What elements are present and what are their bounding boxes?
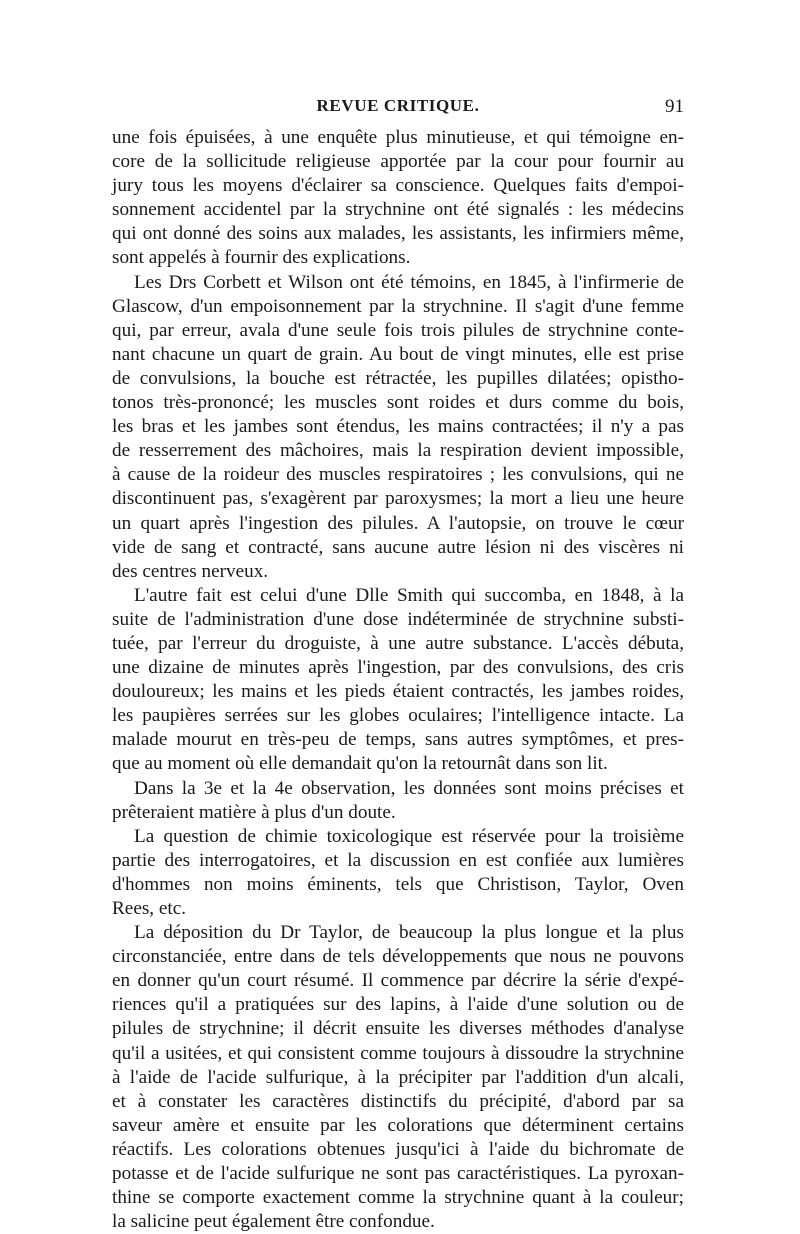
text-line: des centres nerveux. bbox=[112, 560, 269, 582]
text-line: L'autre fait est celui d'une Dlle Smith qui succomba, en 1848, à la bbox=[134, 584, 684, 606]
text-line: douloureux; les mains et les pieds étaient contractés, les jambes roides, bbox=[112, 681, 684, 703]
text-line: et à constater les caractères distinctifs du précipité, d'abord par sa bbox=[112, 1090, 684, 1112]
text-line: Dans la 3e et la 4e observation, les données sont moins précises et bbox=[134, 777, 684, 799]
text-line: à l'aide de l'acide sulfurique, à la précipiter par l'addition d'un alcali, bbox=[112, 1066, 684, 1088]
text-line: sonnement accidentel par la strychnine ont été signalés : les médecins bbox=[112, 199, 684, 221]
text-line: tonos très-prononcé; les muscles sont roides et durs comme du bois, bbox=[112, 392, 684, 414]
text-line: à cause de la roideur des muscles respiratoires ; les convulsions, qui ne bbox=[112, 464, 684, 486]
paragraph bbox=[112, 126, 684, 271]
text-line: la salicine peut également être confondue. bbox=[112, 1211, 435, 1233]
text-line: les bras et les jambes sont étendus, les mains contractées; il n'y a pas bbox=[112, 416, 684, 438]
text-line: core de la sollicitude religieuse apportée par la cour pour fournir au bbox=[112, 151, 684, 173]
text-line: La question de chimie toxicologique est réservée pour la troisième bbox=[134, 825, 684, 847]
text-line: prêteraient matière à plus d'un doute. bbox=[112, 801, 396, 823]
text-line: thine se comporte exactement comme la strychnine quant à la couleur; bbox=[112, 1187, 684, 1209]
text-line: Rees, etc. bbox=[112, 898, 187, 919]
text-line: une dizaine de minutes après l'ingestion, par des convulsions, des cris bbox=[112, 657, 684, 679]
text-line: qui, par erreur, avala d'une seule fois trois pilules de strychnine conte- bbox=[112, 319, 684, 341]
text-line: en donner qu'un court résumé. Il commence par décrire la série d'expé- bbox=[112, 970, 684, 992]
text-line: qu'il a usitées, et qui consistent comme toujours à dissoudre la strychnine bbox=[112, 1042, 684, 1064]
text-line: une fois épuisées, à une enquête plus minutieuse, et qui témoigne en- bbox=[112, 127, 684, 148]
text-line: jury tous les moyens d'éclairer sa conscience. Quelques faits d'empoi- bbox=[112, 175, 684, 197]
text-line: suite de l'administration d'une dose indéterminée de strychnine substi- bbox=[112, 608, 684, 630]
text-line: discontinuent pas, s'exagèrent par paroxysmes; la mort a lieu une heure bbox=[112, 488, 684, 510]
text-line: vide de sang et contracté, sans aucune autre lésion ni des viscères ni bbox=[112, 536, 684, 558]
running-head bbox=[112, 96, 684, 120]
text-line: saveur amère et ensuite par les colorations que déterminent certains bbox=[112, 1114, 684, 1136]
text-line: riences qu'il a pratiquées sur des lapins, à l'aide d'une solution ou de bbox=[112, 994, 684, 1016]
text-line: de resserrement des mâchoires, mais la respiration devient impossible, bbox=[112, 440, 684, 462]
text-line: d'hommes non moins éminents, tels que Christison, Taylor, Oven bbox=[112, 873, 684, 895]
text-line: circonstanciée, entre dans de tels développements que nous ne pouvons bbox=[112, 946, 684, 968]
paragraph bbox=[112, 777, 684, 825]
text-line: les paupières serrées sur les globes oculaires; l'intelligence intacte. La bbox=[112, 705, 684, 727]
text-line: Les Drs Corbett et Wilson ont été témoins, en 1845, à l'infirmerie de bbox=[134, 271, 684, 293]
running-title: REVUE CRITIQUE. bbox=[316, 96, 480, 115]
text-line: tuée, par l'erreur du droguiste, à une autre substance. L'accès débuta, bbox=[112, 632, 684, 654]
text-line: partie des interrogatoires, et la discussion en est confiée aux lumières bbox=[112, 849, 684, 871]
text-line: nant chacune un quart de grain. Au bout de vingt minutes, elle est prise bbox=[112, 343, 684, 365]
text-line: La déposition du Dr Taylor, de beaucoup la plus longue et la plus bbox=[134, 922, 684, 944]
text-line: potasse et de l'acide sulfurique ne sont pas caractéristiques. La pyroxan- bbox=[112, 1163, 684, 1185]
paragraph bbox=[112, 825, 684, 921]
paragraph bbox=[112, 584, 684, 777]
paragraph bbox=[112, 271, 684, 584]
page-number: 91 bbox=[665, 96, 684, 117]
text-line: Glascow, d'un empoisonnement par la strychnine. Il s'agit d'une femme bbox=[112, 295, 684, 317]
text-line: de convulsions, la bouche est rétractée, les pupilles dilatées; opistho- bbox=[112, 367, 684, 389]
paragraph bbox=[112, 921, 684, 1234]
text-line: sont appelés à fournir des explications. bbox=[112, 247, 411, 269]
body-text bbox=[112, 126, 684, 1234]
text-line: un quart après l'ingestion des pilules. A l'autopsie, on trouve le cœur bbox=[112, 512, 684, 534]
text-line: que au moment où elle demandait qu'on la retournât dans son lit. bbox=[112, 753, 608, 775]
text-line: malade mourut en très-peu de temps, sans autres symptômes, et pres- bbox=[112, 729, 684, 751]
text-line: qui ont donné des soins aux malades, les assistants, les infirmiers même, bbox=[112, 223, 684, 245]
text-line: pilules de strychnine; il décrit ensuite les diverses méthodes d'analyse bbox=[112, 1018, 684, 1040]
text-line: réactifs. Les colorations obtenues jusqu'ici à l'aide du bichromate de bbox=[112, 1138, 684, 1160]
